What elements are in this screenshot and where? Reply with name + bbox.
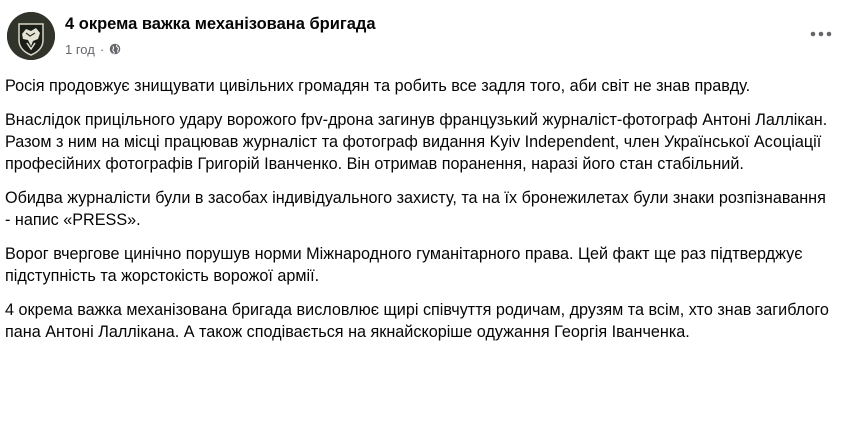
post-meta <box>65 40 121 58</box>
author-name[interactable]: 4 окрема важка механізована бригада <box>65 15 376 33</box>
post-paragraph: 4 окрема важка механізована бригада висловлює щирі співчуття родичам, друзям та всім, хто знав загиблого пана Антоні Лаллікана. А також сподівається на якнайскоріше одужання Георгія Іванченка. <box>5 301 829 341</box>
post-paragraph: Внаслідок прицільного удару ворожого fpv-дрона загинув французький журналіст-фотограф Антоні Лаллікан. Разом з ним на місці працював журналіст та фотограф видання Kyiv Independent, член Української Асоціації професійних фотографів Григорій Іванченко. Він отримав поранення, наразі його стан стабільний. <box>5 111 828 173</box>
post-paragraph: Ворог вчергове цинічно порушув норми Міжнародного гуманітарного права. Цей факт ще раз підтверджує підступність та жорстокість ворожої армії. <box>5 245 803 285</box>
post-timestamp[interactable]: 1 год <box>65 41 95 57</box>
brigade-avatar[interactable] <box>7 12 55 60</box>
post-paragraph: Обидва журналісти були в засобах індивідуального захисту, та на їх бронежилетах були знаки розпізнавання - напис «PRESS». <box>5 189 826 229</box>
more-options-button[interactable] <box>803 16 839 52</box>
post-header <box>5 10 841 64</box>
post-paragraph: Росія продовжує знищувати цивільних громадян та робить все задля того, аби світ не знав правду. <box>5 77 751 95</box>
meta-separator: · <box>99 41 105 57</box>
post-body <box>5 75 835 355</box>
brigade-emblem-icon <box>7 12 55 60</box>
more-options-icon <box>810 31 832 37</box>
globe-icon[interactable] <box>109 43 121 55</box>
